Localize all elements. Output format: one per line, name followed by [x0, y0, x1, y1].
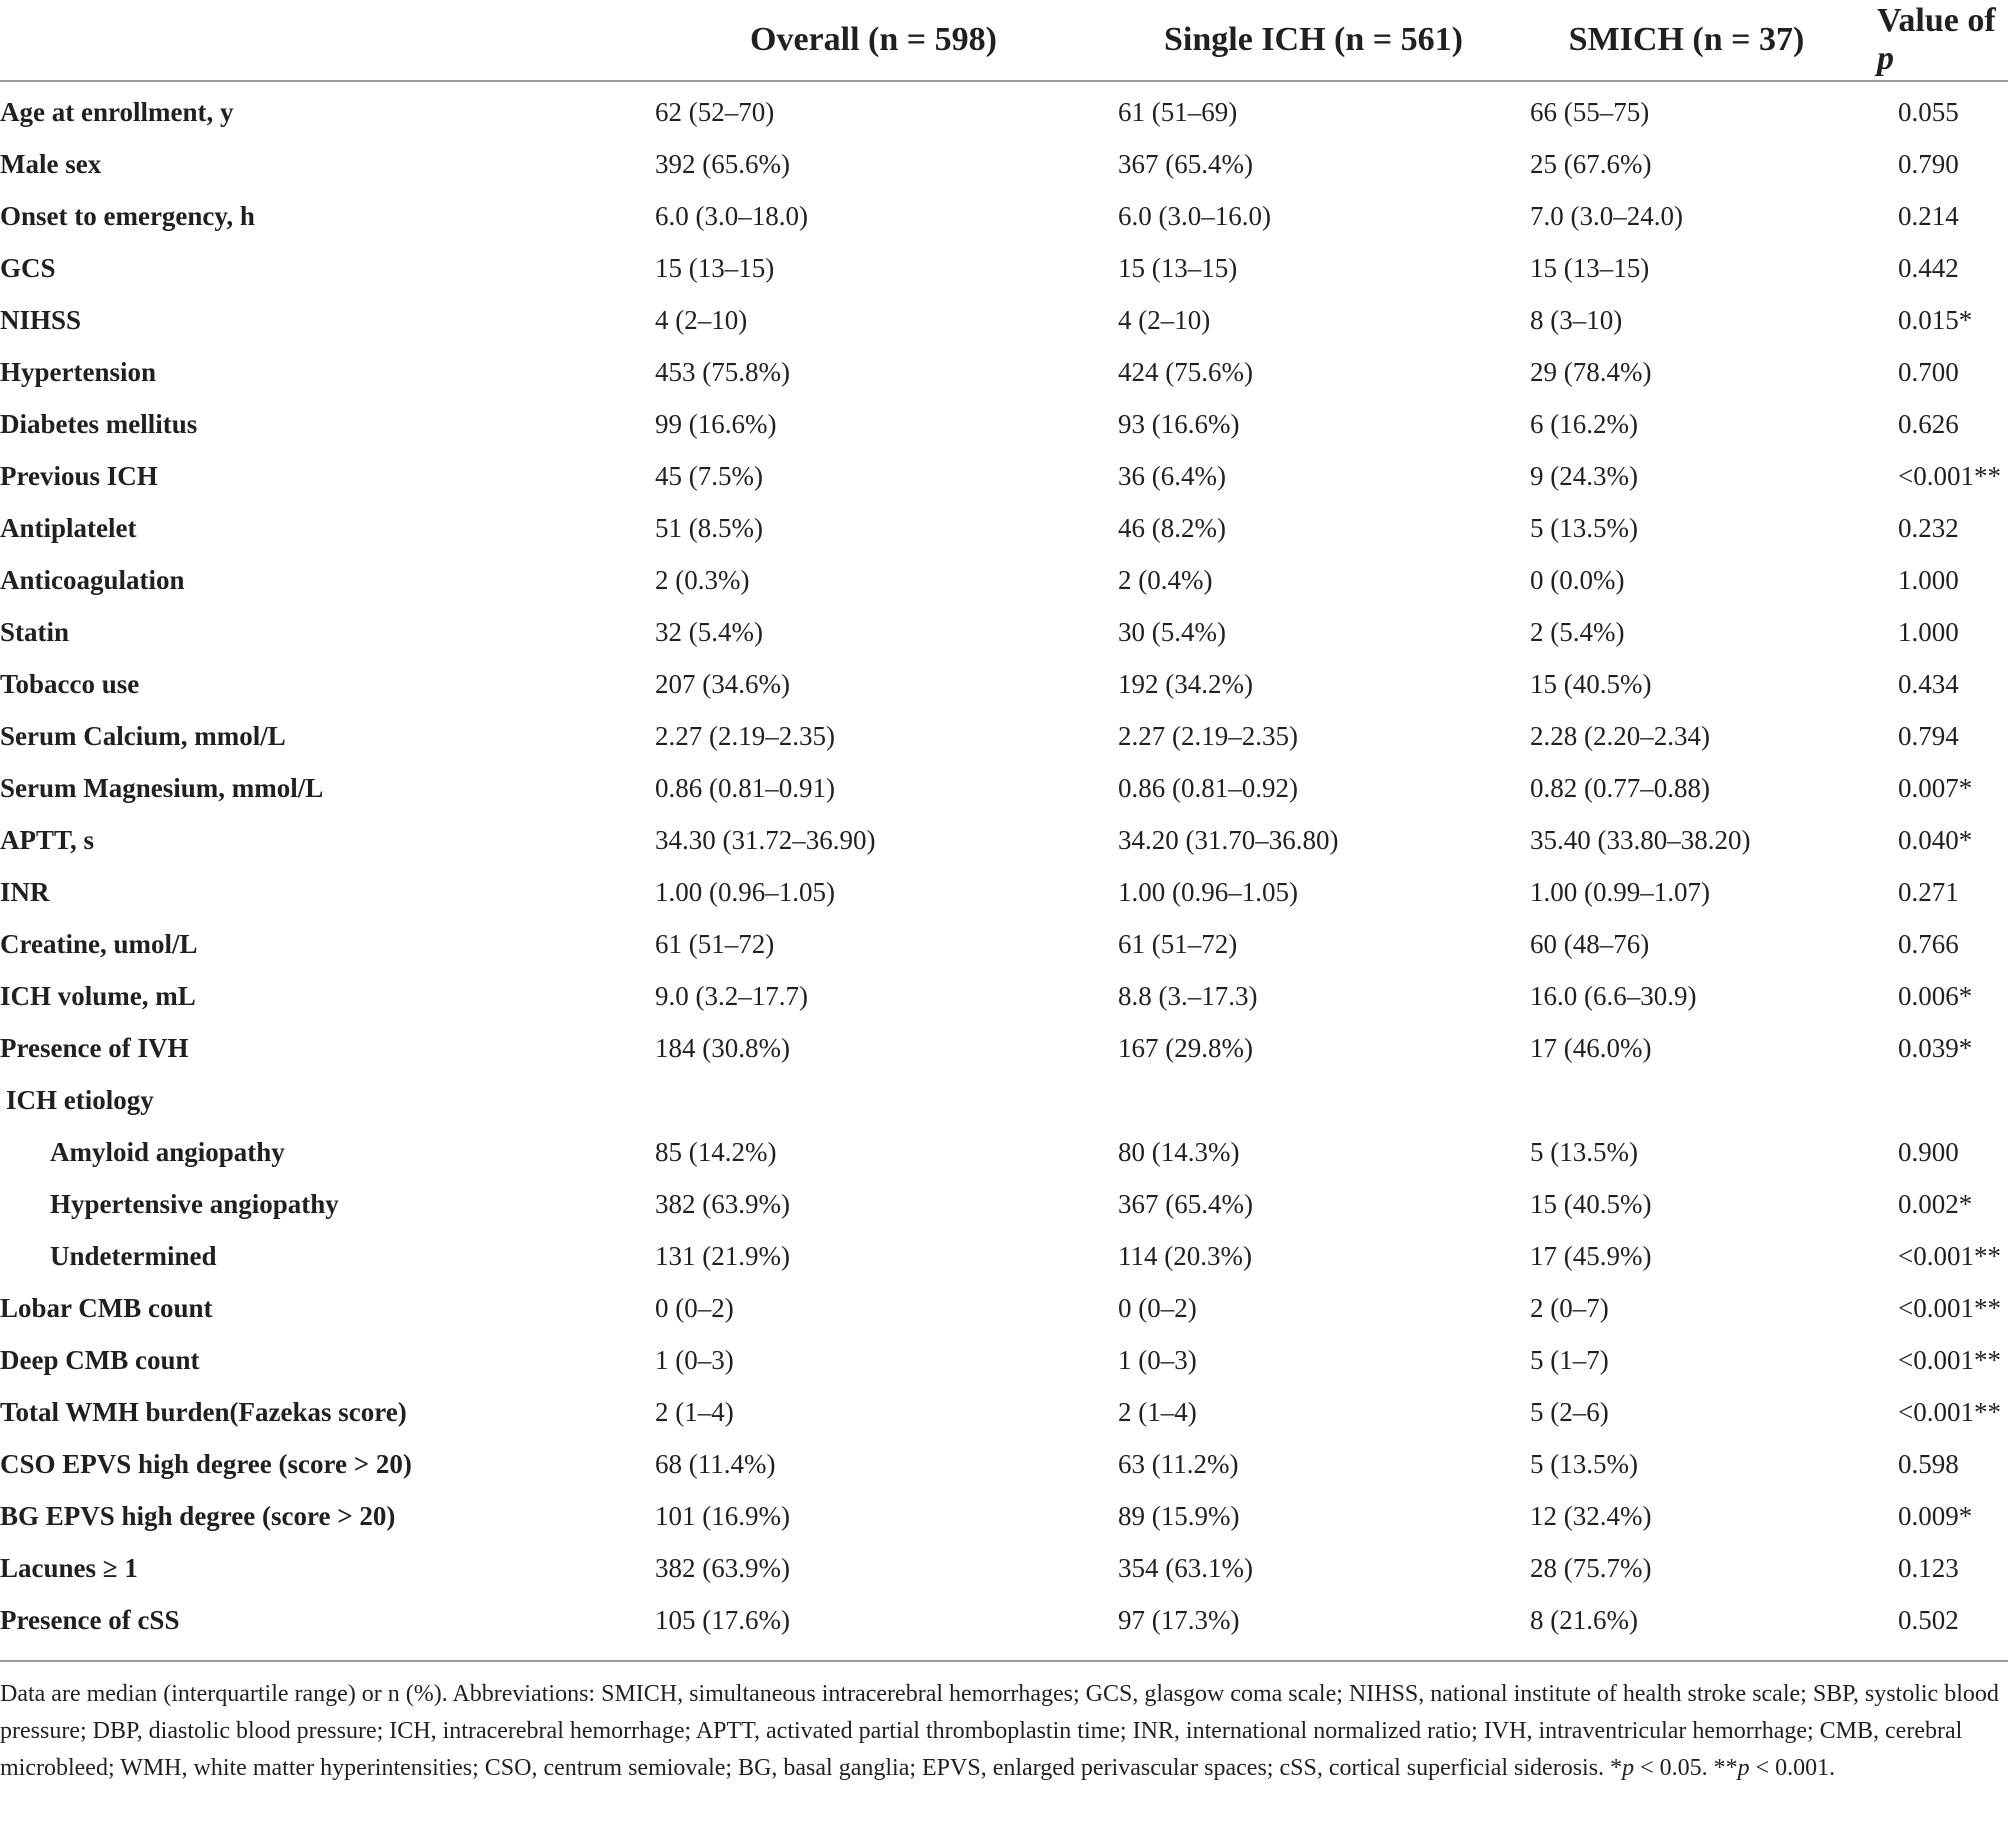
cell-single-ich: 167 (29.8%) — [1118, 1032, 1253, 1063]
cell-p-value: 0.002* — [1898, 1188, 1973, 1219]
cell-single-ich: 2 (0.4%) — [1118, 564, 1213, 595]
row-label: Deep CMB count — [0, 1344, 200, 1375]
cell-p-value: 0.015* — [1898, 304, 1973, 335]
cell-p-value: <0.001** — [1898, 1396, 2001, 1427]
cell-smich: 5 (2–6) — [1530, 1396, 1609, 1427]
table-row — [0, 814, 2008, 866]
cell-p-value: 0.214 — [1898, 200, 1959, 231]
cell-single-ich: 367 (65.4%) — [1118, 148, 1253, 179]
cell-overall: 6.0 (3.0–18.0) — [655, 200, 808, 231]
footnote-sig1-rest: < 0.05. — [1634, 1755, 1714, 1781]
cell-p-value: <0.001** — [1898, 460, 2001, 491]
header-p-value-prefix: Value of — [1877, 2, 1996, 39]
cell-overall: 68 (11.4%) — [655, 1448, 776, 1479]
table-row — [0, 710, 2008, 762]
cell-smich: 60 (48–76) — [1530, 928, 1650, 959]
cell-single-ich: 2 (1–4) — [1118, 1396, 1197, 1427]
cell-single-ich: 36 (6.4%) — [1118, 460, 1226, 491]
cell-single-ich: 61 (51–72) — [1118, 928, 1238, 959]
cell-p-value: 0.055 — [1898, 96, 1959, 127]
row-label: ICH volume, mL — [0, 980, 196, 1011]
cell-overall: 0.86 (0.81–0.91) — [655, 772, 835, 803]
table-row — [0, 1542, 2008, 1594]
cell-p-value: 0.626 — [1898, 408, 1959, 439]
cell-overall: 99 (16.6%) — [655, 408, 777, 439]
header-p-value — [1853, 0, 2008, 81]
header-single-ich: Single ICH (n = 561) — [1107, 0, 1520, 81]
row-label: Presence of cSS — [0, 1594, 640, 1661]
row-label: Diabetes mellitus — [0, 408, 198, 439]
row-label: Undetermined — [50, 1240, 217, 1271]
cell-overall: 9.0 (3.2–17.7) — [655, 980, 808, 1011]
cell-single-ich: 1.00 (0.96–1.05) — [1118, 876, 1298, 907]
cell-smich: 28 (75.7%) — [1530, 1552, 1652, 1583]
table-row — [0, 1438, 2008, 1490]
footnote-text: Data are median (interquartile range) or n (%). Abbreviations: SMICH, simultaneous intracerebral hemorrhages; GCS, glasgow coma scale; NIHSS, national institute of health stroke scale; SBP, systolic blood pressure; DBP, diastolic blood pressure; ICH, intracerebral hemorrhage; APTT, activated partial thromboplastin time; INR, international normalized ratio; IVH, intraventricular hemorrhage; CMB, cerebral microbleed; WMH, white matter hyperintensities; CSO, centrum semiovale; BG, basal ganglia; EPVS, enlarged perivascular spaces; cSS, cortical superficial siderosis. — [0, 1681, 1999, 1781]
cell-overall: 1 (0–3) — [655, 1344, 734, 1375]
cell-overall: 382 (63.9%) — [655, 1188, 790, 1219]
row-label: Lacunes ≥ 1 — [0, 1552, 138, 1583]
cell-p-value: 0.007* — [1898, 772, 1973, 803]
cell-smich: 6 (16.2%) — [1530, 408, 1638, 439]
cell-overall: 1.00 (0.96–1.05) — [655, 876, 835, 907]
row-label: Hypertensive angiopathy — [50, 1188, 339, 1219]
table-row — [0, 970, 2008, 1022]
cell-single-ich: 93 (16.6%) — [1118, 408, 1240, 439]
cell-smich: 29 (78.4%) — [1530, 356, 1652, 387]
cell-smich: 35.40 (33.80–38.20) — [1530, 824, 1751, 855]
cell-single-ich: 367 (65.4%) — [1118, 1188, 1253, 1219]
table-row — [0, 190, 2008, 242]
section-row — [0, 1074, 2008, 1126]
table-row — [0, 1490, 2008, 1542]
cell-single-ich: 1 (0–3) — [1118, 1344, 1197, 1375]
table-row — [0, 1386, 2008, 1438]
cell-p-value: 0.502 — [1853, 1594, 2008, 1661]
cell-p-value: 1.000 — [1898, 564, 1959, 595]
cell-p-value: 0.039* — [1898, 1032, 1973, 1063]
row-label: Presence of IVH — [0, 1032, 189, 1063]
cell-smich: 16.0 (6.6–30.9) — [1530, 980, 1697, 1011]
table-row — [0, 138, 2008, 190]
table-row — [0, 918, 2008, 970]
table-row — [0, 554, 2008, 606]
cell-overall: 32 (5.4%) — [655, 616, 763, 647]
row-label: Total WMH burden(Fazekas score) — [0, 1396, 407, 1427]
cell-overall: 105 (17.6%) — [640, 1594, 1107, 1661]
table-row — [0, 762, 2008, 814]
cell-single-ich: 80 (14.3%) — [1118, 1136, 1240, 1167]
cell-overall: 184 (30.8%) — [655, 1032, 790, 1063]
cell-smich: 17 (46.0%) — [1530, 1032, 1652, 1063]
cell-smich: 5 (13.5%) — [1530, 512, 1638, 543]
empty-cell — [1520, 1074, 1853, 1126]
cell-smich: 0.82 (0.77–0.88) — [1530, 772, 1710, 803]
cell-smich: 9 (24.3%) — [1530, 460, 1638, 491]
cell-overall: 51 (8.5%) — [655, 512, 763, 543]
table-row — [0, 1178, 2008, 1230]
cell-single-ich: 6.0 (3.0–16.0) — [1118, 200, 1271, 231]
row-label: Hypertension — [0, 356, 157, 387]
row-label: APTT, s — [0, 824, 95, 855]
footnote-sig2-star: ** — [1713, 1755, 1738, 1781]
header-p-value-italic: p — [1877, 40, 1894, 77]
footnote-sig1-star: * — [1610, 1755, 1623, 1781]
cell-single-ich: 30 (5.4%) — [1118, 616, 1226, 647]
cell-overall: 4 (2–10) — [655, 304, 748, 335]
footnote-sig2-p: p — [1737, 1755, 1750, 1781]
footnote-sig1-p: p — [1622, 1755, 1635, 1781]
table-row — [0, 346, 2008, 398]
header-overall: Overall (n = 598) — [640, 0, 1107, 81]
table-row — [0, 1022, 2008, 1074]
header-characteristic — [0, 0, 640, 81]
cell-single-ich: 63 (11.2%) — [1118, 1448, 1239, 1479]
cell-overall: 2 (0.3%) — [655, 564, 750, 595]
table-row — [0, 1126, 2008, 1178]
cell-overall: 101 (16.9%) — [655, 1500, 790, 1531]
table-footnote — [0, 1676, 2000, 1787]
cell-single-ich: 34.20 (31.70–36.80) — [1118, 824, 1339, 855]
cell-smich: 7.0 (3.0–24.0) — [1530, 200, 1683, 231]
row-label: Creatine, umol/L — [0, 928, 198, 959]
table-header — [0, 0, 2008, 81]
cell-p-value: 1.000 — [1898, 616, 1959, 647]
row-label: BG EPVS high degree (score > 20) — [0, 1500, 396, 1531]
cell-smich: 5 (13.5%) — [1530, 1448, 1638, 1479]
row-label: Amyloid angiopathy — [50, 1136, 285, 1167]
table-row — [0, 242, 2008, 294]
cell-single-ich: 4 (2–10) — [1118, 304, 1211, 335]
table-row — [0, 658, 2008, 710]
cell-smich: 8 (21.6%) — [1520, 1594, 1853, 1661]
cell-smich: 5 (1–7) — [1530, 1344, 1609, 1375]
cell-overall: 34.30 (31.72–36.90) — [655, 824, 876, 855]
cell-overall: 85 (14.2%) — [655, 1136, 777, 1167]
table-row — [0, 450, 2008, 502]
cell-smich: 8 (3–10) — [1530, 304, 1623, 335]
table-row — [0, 81, 2008, 138]
cell-smich: 17 (45.9%) — [1530, 1240, 1652, 1271]
empty-cell — [1107, 1074, 1520, 1126]
cell-p-value: 0.700 — [1898, 356, 1959, 387]
cell-single-ich: 354 (63.1%) — [1118, 1552, 1253, 1583]
row-label: Statin — [0, 616, 70, 647]
row-label: INR — [0, 876, 50, 907]
cell-overall: 15 (13–15) — [655, 252, 775, 283]
cell-p-value: 0.442 — [1898, 252, 1959, 283]
cell-smich: 2.28 (2.20–2.34) — [1530, 720, 1710, 751]
cell-overall: 207 (34.6%) — [655, 668, 790, 699]
cell-smich: 12 (32.4%) — [1530, 1500, 1652, 1531]
table-row — [0, 606, 2008, 658]
cell-smich: 0 (0.0%) — [1530, 564, 1625, 595]
cell-p-value: 0.790 — [1898, 148, 1959, 179]
row-label: Serum Calcium, mmol/L — [0, 720, 286, 751]
cell-single-ich: 424 (75.6%) — [1118, 356, 1253, 387]
table-row — [0, 502, 2008, 554]
table-body — [0, 81, 2008, 1661]
row-label: Age at enrollment, y — [0, 96, 234, 127]
table-row — [0, 1594, 2008, 1661]
cell-p-value: <0.001** — [1898, 1240, 2001, 1271]
table-row — [0, 1282, 2008, 1334]
cell-p-value: <0.001** — [1898, 1344, 2001, 1375]
header-smich: SMICH (n = 37) — [1520, 0, 1853, 81]
cell-smich: 2 (0–7) — [1530, 1292, 1609, 1323]
table-row — [0, 398, 2008, 450]
row-label: CSO EPVS high degree (score > 20) — [0, 1448, 412, 1479]
table-row — [0, 1230, 2008, 1282]
cell-overall: 2 (1–4) — [655, 1396, 734, 1427]
cell-single-ich: 97 (17.3%) — [1107, 1594, 1520, 1661]
cell-overall: 0 (0–2) — [655, 1292, 734, 1323]
row-label: Lobar CMB count — [0, 1292, 213, 1323]
row-label: Male sex — [0, 148, 102, 179]
cell-p-value: 0.900 — [1898, 1136, 1959, 1167]
cell-p-value: 0.434 — [1898, 668, 1959, 699]
table-row — [0, 294, 2008, 346]
cell-smich: 66 (55–75) — [1530, 96, 1650, 127]
row-label: Anticoagulation — [0, 564, 185, 595]
cell-overall: 45 (7.5%) — [655, 460, 763, 491]
cell-overall: 61 (51–72) — [655, 928, 775, 959]
cell-single-ich: 8.8 (3.–17.3) — [1118, 980, 1258, 1011]
cell-single-ich: 89 (15.9%) — [1118, 1500, 1240, 1531]
cell-smich: 1.00 (0.99–1.07) — [1530, 876, 1710, 907]
cell-overall: 2.27 (2.19–2.35) — [655, 720, 835, 751]
cell-p-value: 0.598 — [1898, 1448, 1959, 1479]
row-label: Previous ICH — [0, 460, 158, 491]
cell-overall: 392 (65.6%) — [655, 148, 790, 179]
cell-p-value: 0.794 — [1898, 720, 1959, 751]
row-label: Tobacco use — [0, 668, 140, 699]
cell-p-value: <0.001** — [1898, 1292, 2001, 1323]
cell-smich: 5 (13.5%) — [1530, 1136, 1638, 1167]
table-row — [0, 1334, 2008, 1386]
cell-p-value: 0.271 — [1898, 876, 1959, 907]
cell-overall: 453 (75.8%) — [655, 356, 790, 387]
row-label: GCS — [0, 252, 56, 283]
cell-p-value: 0.123 — [1898, 1552, 1959, 1583]
cell-p-value: 0.040* — [1898, 824, 1973, 855]
cell-p-value: 0.006* — [1898, 980, 1973, 1011]
cell-p-value: 0.232 — [1898, 512, 1959, 543]
row-label: Onset to emergency, h — [0, 200, 255, 231]
cell-single-ich: 2.27 (2.19–2.35) — [1118, 720, 1298, 751]
table-row — [0, 866, 2008, 918]
cell-overall: 382 (63.9%) — [655, 1552, 790, 1583]
header-row — [0, 0, 2008, 81]
cell-smich: 25 (67.6%) — [1530, 148, 1652, 179]
cell-p-value: 0.766 — [1898, 928, 1959, 959]
empty-cell — [1853, 1074, 2008, 1126]
cell-smich: 15 (13–15) — [1530, 252, 1650, 283]
empty-cell — [640, 1074, 1107, 1126]
cell-overall: 62 (52–70) — [655, 96, 775, 127]
cell-single-ich: 0.86 (0.81–0.92) — [1118, 772, 1298, 803]
cell-single-ich: 114 (20.3%) — [1118, 1240, 1252, 1271]
row-label: NIHSS — [0, 304, 82, 335]
cell-smich: 15 (40.5%) — [1530, 1188, 1652, 1219]
section-label-ich-etiology: ICH etiology — [6, 1084, 154, 1115]
cell-smich: 2 (5.4%) — [1530, 616, 1625, 647]
cell-single-ich: 0 (0–2) — [1118, 1292, 1197, 1323]
footnote-sig2-rest: < 0.001. — [1749, 1755, 1836, 1781]
cell-single-ich: 46 (8.2%) — [1118, 512, 1226, 543]
cell-smich: 15 (40.5%) — [1530, 668, 1652, 699]
cell-single-ich: 61 (51–69) — [1118, 96, 1238, 127]
row-label: Serum Magnesium, mmol/L — [0, 772, 324, 803]
cell-single-ich: 192 (34.2%) — [1118, 668, 1253, 699]
row-label: Antiplatelet — [0, 512, 137, 543]
cell-p-value: 0.009* — [1898, 1500, 1973, 1531]
cell-single-ich: 15 (13–15) — [1118, 252, 1238, 283]
cell-overall: 131 (21.9%) — [655, 1240, 790, 1271]
